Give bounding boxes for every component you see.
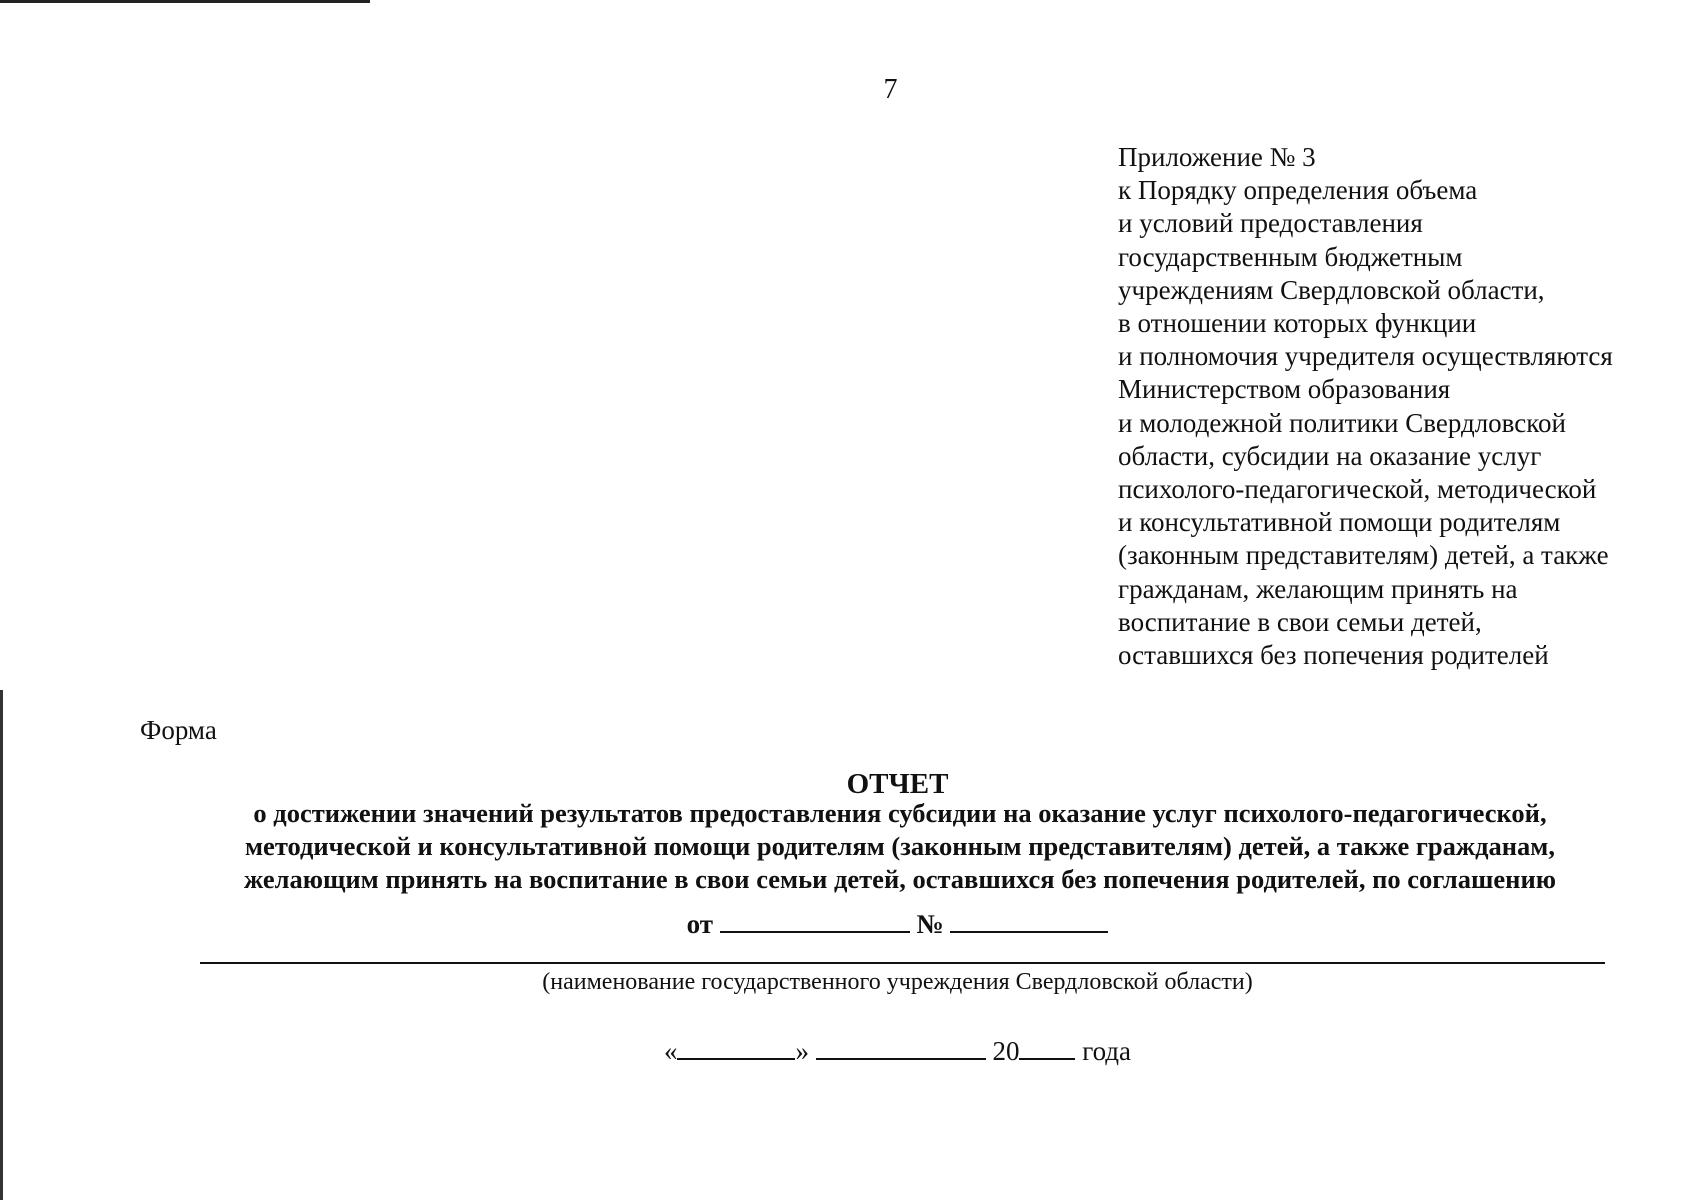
appendix-line: и консультативной помощи родителям <box>1118 507 1561 538</box>
appendix-line: области, субсидии на оказание услуг <box>1118 440 1542 471</box>
report-subtitle <box>180 797 1620 896</box>
appendix-block <box>1118 141 1678 672</box>
appendix-line: психолого-педагогической, методической <box>1118 474 1597 505</box>
year-suffix: года <box>1082 1036 1132 1066</box>
month-blank[interactable] <box>816 1032 986 1060</box>
appendix-line: воспитание в свои семьи детей, <box>1118 606 1482 637</box>
institution-name-blank[interactable] <box>200 962 1605 964</box>
appendix-line: Министерством образования <box>1118 374 1451 405</box>
agreement-date-blank[interactable] <box>720 905 910 933</box>
report-subtitle-line: о достижении значений результатов предоставления субсидии на оказание услуг психолого-педагогической, <box>253 798 1547 828</box>
agreement-number-blank[interactable] <box>950 905 1108 933</box>
form-label: Форма <box>140 715 217 745</box>
appendix-line: государственным бюджетным <box>1118 241 1463 272</box>
year-prefix: 20 <box>992 1036 1020 1066</box>
date-open-quote: « <box>663 1036 678 1066</box>
appendix-line: Приложение № 3 <box>1118 142 1316 172</box>
report-title: ОТЧЕТ <box>846 768 949 800</box>
appendix-line: в отношении которых функции <box>1118 308 1477 339</box>
year-blank[interactable] <box>1019 1032 1075 1060</box>
page-number: 7 <box>883 74 898 105</box>
agreement-number-label: № <box>916 909 944 939</box>
appendix-line: гражданам, желающим принять на <box>1118 573 1518 604</box>
appendix-line: и полномочия учредителя осуществляются <box>1118 341 1613 372</box>
date-close-quote: » <box>795 1036 809 1066</box>
appendix-line: к Порядку определения объема <box>1118 175 1478 206</box>
report-subtitle-line: методической и консультативной помощи родителям (законным представителям) детей, а также гражданам, <box>245 831 1555 861</box>
appendix-line: оставшихся без попечения родителей <box>1118 640 1549 671</box>
report-subtitle-line: желающим принять на воспитание в свои семьи детей, оставшихся без попечения родителей, по соглашению <box>244 864 1556 894</box>
appendix-line: и условий предоставления <box>1118 208 1423 239</box>
agreement-line <box>0 905 1703 941</box>
day-blank[interactable] <box>677 1032 795 1060</box>
agreement-from-label: от <box>686 909 714 939</box>
date-line <box>0 1032 1703 1068</box>
scan-edge-top <box>0 0 370 3</box>
appendix-line: учреждениям Свердловской области, <box>1118 274 1545 305</box>
appendix-line: и молодежной политики Свердловской <box>1118 407 1566 438</box>
institution-caption: (наименование государственного учреждения Свердловской области) <box>542 969 1253 995</box>
appendix-line: (законным представителям) детей, а также <box>1118 540 1609 571</box>
